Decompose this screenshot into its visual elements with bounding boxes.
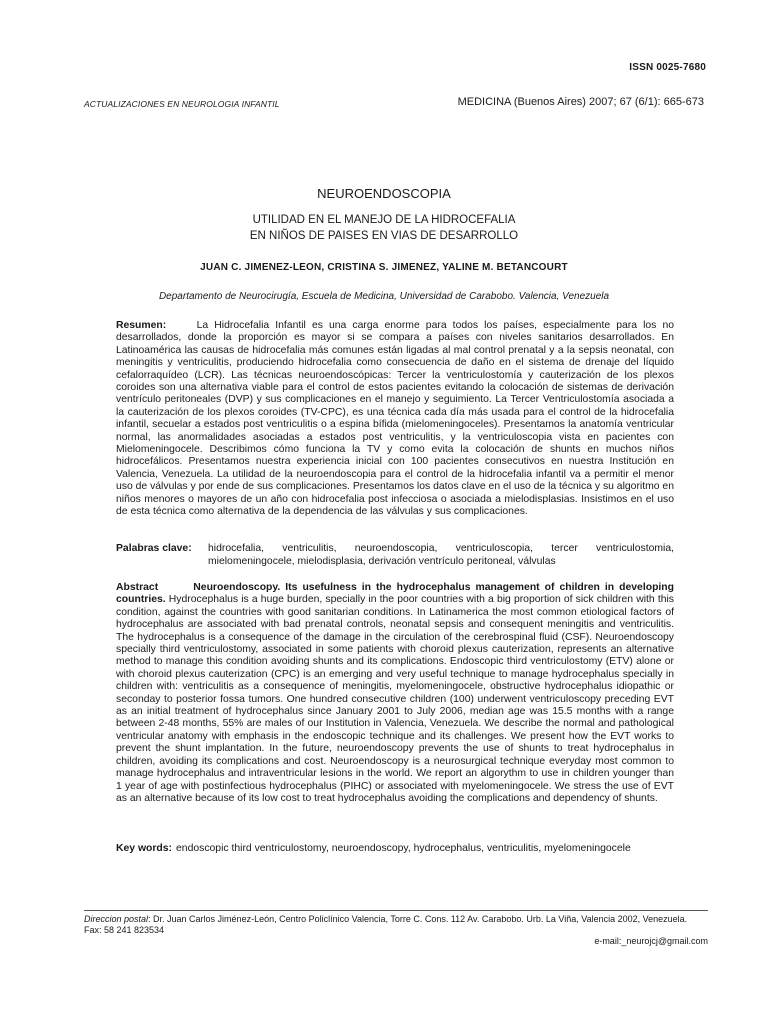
palabras-clave-label: Palabras clave: — [116, 543, 192, 554]
authors: JUAN C. JIMENEZ-LEON, CRISTINA S. JIMENEZ, YALINE M. BETANCOURT — [200, 262, 568, 273]
journal-citation: MEDICINA (Buenos Aires) 2007; 67 (6/1): 665-673 — [457, 96, 704, 108]
footer-divider — [84, 910, 708, 911]
key-words-label: Key words: — [116, 843, 173, 854]
abstract-paragraph — [116, 582, 674, 805]
key-words — [116, 843, 674, 856]
subtitle-line-2: EN NIÑOS DE PAISES EN VIAS DE DESARROLLO — [249, 230, 519, 242]
issn: ISSN 0025-7680 — [629, 62, 706, 73]
palabras-clave-text: hidrocefalia, ventriculitis, neuroendoscopia, ventriculoscopia, tercer ventriculostomia, mielomeningocele, mielodisplasia, derivación ventrículo peritoneal, válvulas — [208, 543, 674, 567]
email-address[interactable]: e-mail:_neurojcj@gmail.com — [594, 936, 708, 946]
abstract-text: Hydrocephalus is a huge burden, specially in the poor countries with a big proportion of sick children with this condition, against the countries with good sanitarian conditions. In Latinamerica the most common etiological factors of hydrocephalus are associated with bad prenatal controls, neonatal sepsis and consequent meningitis and ventriculitis. The hydrocephalus is a consequence of the damage in the circulation of the cerebrospinal fluid (CSF). Neuroendoscopy specially third ventriculostomy, associated in some patients with choroid plexus cauterization, represents an alternative method to manage this condition avoiding shunts and its complications. Endoscopic third ventriculostomy (ETV) alone or with choroid plexus cauterization (CPC) is an emerging and very useful technique to manage hydrocephalus specially in children with: ventriculitis as a consequence of meningitis, myelomeningocele, obstructive hydrocephalus idiopathic or seconday to posterior fossa tumors. One hundred consecutive children (100) underwent ventriculoscopy preceding EVT as an initial treatment of hydrocephalus since January 2001 to July 2006, median age was 15.5 months with a range between 2-48 months, 55% are males of our Institution in Valencia, Venezuela. We describe the normal and pathological ventricular anatomy with emphasis in the endoscopic technique and its challenges. We present how the EVT works to prevent the shunt implantation. In the future, neuroendoscopy prevents the use of shunts to treat hydrocephalus in children, avoiding its complications and cost. Neuroendoscopy is a neurosurgical technique everyday most common to manage hydrocephalus and intraventricular lesions in the world. We report an algorythm to use in children younger than 1 year of age with postinfectious hydrocephalus (PIHC) or associated with myelomeningocele. We stress the use of EVT as an alternative because of its low cost to treat hydrocephalus avoiding the complications and dependency of shunts. — [116, 594, 674, 804]
key-words-text: endoscopic third ventriculostomy, neuroendoscopy, hydrocephalus, ventriculitis, myelomeningocele — [176, 843, 631, 854]
article-subtitle — [0, 212, 768, 244]
fax-number: Fax: 58 241 823534 — [84, 925, 165, 935]
footer — [84, 914, 708, 946]
article-title: NEUROENDOSCOPIA — [317, 186, 451, 201]
postal-address: : Dr. Juan Carlos Jiménez-León, Centro Policlínico Valencia, Torre C. Cons. 112 Av. Carabobo. Urb. La Viña, Valencia 2002, Venezuela. — [148, 914, 688, 924]
subtitle-line-1: UTILIDAD EN EL MANEJO DE LA HIDROCEFALIA — [252, 214, 516, 226]
palabras-clave — [116, 543, 674, 568]
resumen-paragraph — [116, 320, 674, 519]
abstract-label: Abstract — [116, 582, 159, 593]
resumen-label: Resumen: — [116, 320, 167, 331]
resumen-text: La Hidrocefalia Infantil es una carga enorme para todos los países, especialmente para los no desarrollados, donde la proporción es mayor si se compara a países con niveles sanitarios desarrollados. En Latinoamérica las causas de hidrocefalia más comunes están ligadas al mal control prenatal y a la sepsis neonatal, con meningitis y ventriculitis, produciendo hidrocefalia como consecuencia de daño en el sistema de drenaje del líquido cefalorraquídeo (LCR). Las técnicas neuroendoscópicas: Tercer la ventriculostomía y cauterización de los plexos coroides son una alternativa viable para el control de estos pacientes evitando la colocación de sistemas de derivación ventrículo peritoneales (DVP) y sus complicaciones en el manejo y seguimiento. La Tercer Ventriculostomía asociada a la cauterización de los plexos coroides (TV-CPC), es una técnica cada día más usada para el control de la hidrocefalia infantil, secuelar a estados post ventriculitis o a espina bífida (mielomeningoceles). Presentamos la anatomía ventricular normal, las anormalidades asociadas a estados post ventriculitis, y la ventriculoscopia vista en pacientes con Mielomeningocele. Describimos cómo funciona la TV y como evita la colocación de shunts en muchos niños hidrocefálicos. Presentamos nuestra experiencia inicial con 100 pacientes consecutivos en nuestra Institución en Valencia, Venezuela. La utilidad de la neuroendoscopia para el control de la hidrocefalia infantil va a permitir el menor uso de válvulas y por ende de sus complicaciones. Presentamos los datos clave en el uso de la técnica y su algoritmo en niños menores o mayores de un año con hidrocefalia post infecciosa o asociada a mielodisplasias. Insistimos en el uso de esta técnica como alternativa de la dependencia de las válvulas y sus complicaciones. — [116, 320, 675, 518]
section-name: ACTUALIZACIONES EN NEUROLOGIA INFANTIL — [84, 99, 280, 109]
affiliation: Departamento de Neurocirugía, Escuela de Medicina, Universidad de Carabobo. Valencia, Venezuela — [158, 291, 610, 302]
postal-address-label: Direccion postal — [84, 914, 149, 924]
abstract-title: Neuroendoscopy. Its usefulness in the hydrocephalus management of children in developing countries. — [116, 582, 674, 606]
